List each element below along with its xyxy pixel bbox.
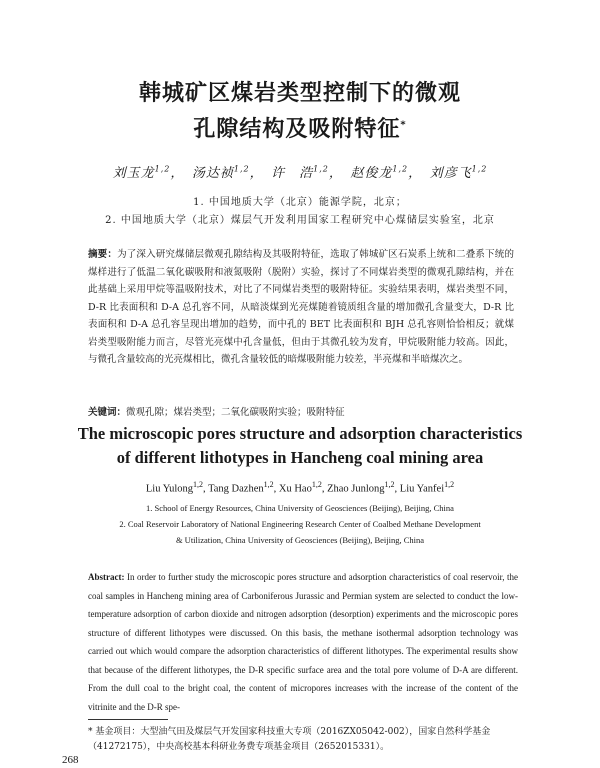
en-author-name: Zhao Junlong (327, 483, 385, 495)
zh-author-name: 刘彦飞 (429, 166, 472, 181)
zh-author-affiliation-mark: 1,2 (392, 164, 409, 174)
en-abstract-text: In order to further study the microscopic pores structure and adsorption characteristics of coal reservoir, the coal samples in Hancheng mining area of Carboniferous Jurassic and Permian system are selected to conduct the low-temperature adsorption of carbon dioxide and nitrogen adsorption (desorption) experiments and the microscopic pores structure of different lithotypes were discussed. On this basis, the methane isothermal adsorption technology was carried out which would compare the adsorption characteristics of different lithotypes. The experimental results show that because of the different lithotypes, the D-R specific surface area and the total pore volume of D-A are different. From the dull coal to the bright coal, the content of micropores increases with the increase of the content of the vitrinite and the D-R spe- (88, 572, 518, 712)
en-abstract-label: Abstract: (88, 572, 125, 582)
zh-keywords-label: 关键词： (88, 407, 127, 418)
en-affiliation-2b: & Utilization, China University of Geosciences (Beijing), Beijing, China (175, 535, 425, 545)
en-author-list: Liu Yulong$^{1,2}$, Tang Dazhen$^{1,2}$, Xu Hao$^{1,2}$, Zhao Junlong$^{1,2}$, Liu Yanfei$^{1,2}$ (145, 480, 455, 495)
zh-keywords (88, 404, 514, 418)
en-author-name: Xu Hao (278, 483, 312, 495)
en-author-affiliation-mark: 1,2 (444, 480, 455, 489)
zh-author-list: 刘玉龙$^{1,2}$， 汤达祯$^{1,2}$， 许 浩$^{1,2}$， 赵俊龙$^{1,2}$， 刘彦飞$^{1,2}$ (112, 164, 488, 181)
zh-author-name: 许 浩 (271, 166, 314, 181)
en-author-name: Liu Yulong (145, 483, 194, 495)
zh-author-affiliation-mark: 1,2 (154, 164, 171, 174)
zh-abstract-label: 摘要： (88, 249, 118, 260)
en-author-affiliation-mark: 1,2 (384, 480, 395, 489)
zh-affiliation-2: 2. 中国地质大学（北京）煤层气开发利用国家工程研究中心煤储层实验室，北京 (105, 215, 495, 226)
en-title-line-2: of different lithotypes in Hancheng coal mining area (116, 448, 484, 467)
zh-title-line-2 (0, 112, 600, 143)
en-abstract (88, 568, 518, 716)
zh-author-affiliation-mark: 1,2 (313, 164, 329, 174)
zh-abstract-text: 为了深入研究煤储层微观孔隙结构及其吸附特征，选取了韩城矿区石炭系上统和二叠系下统的煤样进行了低温二氧化碳吸附和液氮吸附（脱附）实验，探讨了不同煤岩类型的微观孔隙结构，并在此基础上采用甲烷等温吸附技术，对比了不同煤岩类型的吸附特征。实验结果表明，煤岩类型不同，D-R 比表面积和 D-A 总孔容不同，从暗淡煤到光亮煤随着镜质组含量的增加微孔含量变大，D-R 比表面积和 D-A 总孔容呈现出增加的趋势，而中孔的 BET 比表面积和 BJH 总孔容则恰恰相反；就煤岩类型吸附能力而言，尽管光亮煤中孔含量低，但由于其微孔较为发育，甲烷吸附能力较高。因此，与微孔含量较高的光亮煤相比，微孔含量较低的暗煤吸附能力较差，半亮煤和半暗煤次之。 (88, 249, 514, 365)
zh-abstract (88, 246, 514, 369)
en-author-affiliation-mark: 1,2 (263, 480, 274, 489)
zh-affiliation-1: 1. 中国地质大学（北京）能源学院，北京； (193, 197, 407, 208)
zh-author-affiliation-mark: 1,2 (233, 164, 250, 174)
en-title-line-1: The microscopic pores structure and adsorption characteristics (77, 424, 523, 443)
en-author-name: Tang Dazhen (208, 483, 264, 495)
en-author-affiliation-mark: 1,2 (193, 480, 204, 489)
en-affiliation-1: 1. School of Energy Resources, China University of Geosciences (Beijing), Beijing, China (146, 503, 454, 513)
funding-footnote: * 基金项目：大型油气田及煤层气开发国家科技重大专项（2016ZX05042-002），国家自然科学基金（41272175），中央高校基本科研业务费专项基金项目（2652015331）。 (88, 727, 491, 752)
zh-title-line-1: 韩城矿区煤岩类型控制下的微观 (138, 81, 461, 106)
zh-keywords-text: 微观孔隙；煤岩类型；二氧化碳吸附实验；吸附特征 (126, 407, 345, 418)
footnote-divider (88, 719, 168, 720)
en-author-affiliation-mark: 1,2 (311, 480, 322, 489)
zh-author-name: 汤达祯 (191, 166, 234, 181)
zh-author-affiliation-mark: 1,2 (471, 164, 488, 174)
zh-author-name: 赵俊龙 (350, 166, 393, 181)
en-author-name: Liu Yanfei (399, 483, 445, 495)
zh-title-line-2-text: 孔隙结构及吸附特征 (193, 117, 401, 142)
zh-title-footnote-mark: * (400, 119, 407, 131)
zh-author-name: 刘玉龙 (112, 166, 155, 181)
en-affiliation-2a: 2. Coal Reservoir Laboratory of National Engineering Research Center of Coalbed Methane Development (119, 519, 481, 529)
page-number: 268 (62, 754, 79, 766)
